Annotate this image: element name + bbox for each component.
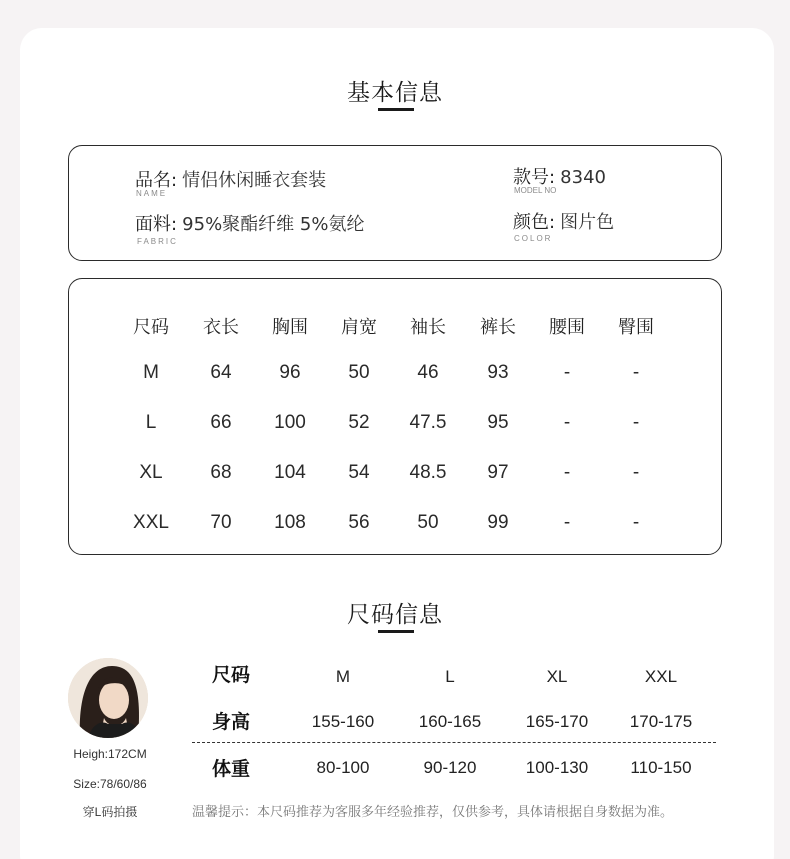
fabric-value: 95%聚酯纤维 5%氨纶 [182,214,365,235]
color-value: 图片色 [560,212,615,233]
size-table-cell: 97 [487,462,509,483]
model-size: Size:78/60/86 [73,777,147,791]
model-height: Heigh:172CM [73,747,147,761]
size-table-cell: 50 [417,512,439,533]
chart-divider [192,742,716,743]
chart-weight: 90-120 [423,758,477,777]
size-info-title: 尺码信息 [347,602,443,628]
size-table-cell: 104 [274,462,306,483]
size-table-cell: 47.5 [409,412,447,433]
size-table-header: 衣长 [203,317,239,338]
chart-height: 170-175 [629,712,693,731]
chart-size: L [445,667,455,686]
size-table-cell: - [563,512,571,533]
chart-weight: 100-130 [525,758,589,777]
size-table-cell: 108 [274,512,306,533]
model-portrait-icon [68,658,148,738]
fabric-label: 面料: [135,214,178,235]
size-table-cell: - [632,412,640,433]
chart-size: M [335,667,351,686]
size-table-cell: - [632,512,640,533]
size-table-cell: 54 [348,462,370,483]
size-table-cell: 68 [210,462,232,483]
size-table-cell: - [563,412,571,433]
chart-weight: 80-100 [316,758,370,777]
model-sub-label: MODEL NO [514,186,557,195]
name-label: 品名: [135,170,178,191]
size-table-cell: 70 [210,512,232,533]
size-table-header: 胸围 [272,317,308,338]
size-table-header: 臀围 [618,317,654,338]
size-table-cell: 48.5 [409,462,447,483]
basic-info-title: 基本信息 [347,80,443,106]
size-table-cell: M [143,362,159,383]
size-table-cell: 56 [348,512,370,533]
size-table-cell: XL [139,462,163,483]
size-table-cell: 50 [348,362,370,383]
size-table-header: 袖长 [410,317,446,338]
color-row [513,208,614,234]
model-label: 款号: [513,167,556,188]
chart-weight: 110-150 [630,758,692,777]
size-table-header: 腰围 [549,317,585,338]
model-value: 8340 [560,167,606,188]
size-table-cell: - [563,362,571,383]
size-table-cell: L [145,412,157,433]
size-info-title-underline [378,630,414,633]
chart-label-height: 身高 [212,711,251,733]
fabric-sub-label: FABRIC [137,237,178,246]
size-table-cell: - [563,462,571,483]
chart-height: 155-160 [311,712,375,731]
name-value: 情侣休闲睡衣套装 [182,170,327,191]
size-table-header: 裤长 [480,317,516,338]
model-avatar [68,658,148,738]
chart-label-size: 尺码 [212,664,251,686]
size-table-cell: XXL [133,512,169,533]
size-tip: 温馨提示：本尺码推荐为客服多年经验推荐，仅供参考，具体请根据自身数据为准。 [192,805,674,820]
size-table-header: 尺码 [133,317,169,338]
size-table-cell: 100 [274,412,306,433]
chart-size: XL [546,667,568,686]
fabric-row [135,210,364,236]
model-wear-note: 穿L码拍摄 [82,805,138,819]
chart-height: 165-170 [525,712,589,731]
size-table-cell: 64 [210,362,232,383]
size-table-cell: 46 [417,362,439,383]
size-table-cell: 52 [348,412,370,433]
chart-height: 160-165 [418,712,482,731]
name-sub-label: NAME [136,189,168,198]
size-table-header: 肩宽 [341,317,377,338]
color-sub-label: COLOR [514,234,553,243]
size-table-cell: 66 [210,412,232,433]
size-table-cell: 99 [487,512,509,533]
chart-size: XXL [644,667,678,686]
size-table-cell: 96 [279,362,301,383]
basic-info-title-underline [378,108,414,111]
chart-label-weight: 体重 [212,758,251,780]
size-table-cell: 93 [487,362,509,383]
size-table-cell: - [632,362,640,383]
size-table-cell: - [632,462,640,483]
color-label: 颜色: [513,212,556,233]
size-table-cell: 95 [487,412,509,433]
